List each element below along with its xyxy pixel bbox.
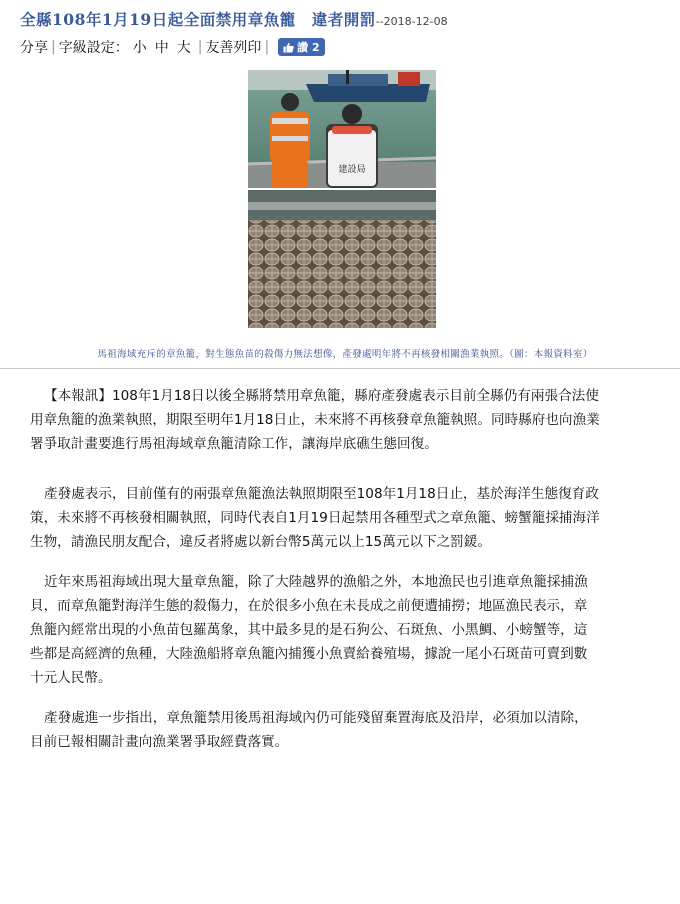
divider: | — [51, 39, 56, 55]
font-size-large-link[interactable]: 大 — [176, 40, 191, 56]
article-paragraph — [30, 570, 660, 690]
paragraph-line: 貝，而章魚籠對海洋生態的殺傷力，在於很多小魚在未長成之前便遭捕撈；地區漁民表示，章 — [30, 598, 588, 614]
paragraph-line: 生物，請漁民朋友配合，違反者將處以新台幣5萬元以上15萬元以下之罰鍰。 — [30, 534, 491, 550]
share-link[interactable]: 分享 — [20, 40, 48, 56]
paragraph-line: 十元人民幣。 — [30, 670, 112, 686]
article-title: 全縣108年1月19日起全面禁用章魚籠 違者開罰 — [20, 10, 376, 29]
friendly-print-link[interactable]: 友善列印 — [205, 40, 262, 56]
facebook-like-button[interactable] — [278, 38, 324, 56]
paragraph-line: 署爭取計畫要進行馬祖海域章魚籠清除工作，讓海岸底礁生態回復。 — [30, 436, 438, 452]
article-paragraph — [30, 384, 660, 456]
paragraph-line: 【本報訊】108年1月18日以後全縣將禁用章魚籠，縣府產發處表示目前全縣仍有兩張合法使 — [44, 388, 599, 404]
thumbs-up-icon — [283, 42, 294, 53]
article-paragraph — [30, 482, 660, 554]
article-header — [20, 8, 670, 30]
font-size-medium-link[interactable]: 中 — [154, 40, 169, 56]
paragraph-line: 產發處表示，目前僅有的兩張章魚籠漁法執照期限至108年1月18日止，基於海洋生態復育政 — [44, 486, 599, 502]
divider: | — [197, 39, 203, 55]
article-date: --2018-12-08 — [375, 15, 448, 28]
article-paragraph — [30, 706, 660, 754]
divider: | — [264, 39, 270, 55]
article-toolbar — [20, 36, 325, 58]
paragraph-line: 魚籠內經常出現的小魚苗包羅萬象，其中最多見的是石狗公、石斑魚、小黑鯛、小螃蟹等，這 — [30, 622, 588, 638]
font-size-small-link[interactable]: 小 — [132, 40, 147, 56]
paragraph-line: 目前已報相關計畫向漁業署爭取經費落實。 — [30, 734, 289, 750]
paragraph-line: 近年來馬祖海域出現大量章魚籠，除了大陸越界的漁船之外，本地漁民也引進章魚籠採捕漁 — [44, 574, 588, 590]
photo-caption: 馬祖海域充斥的章魚籠，對生態魚苗的殺傷力無法想像，產發處明年將不再核發相關漁業執照。（圖：本報資料室） — [97, 349, 593, 360]
article-photo — [248, 70, 436, 328]
vest-text: 建設局 — [338, 165, 366, 175]
paragraph-line: 用章魚籠的漁業執照，期限至明年1月18日止，未來將不再核發章魚籠執照。同時縣府也向漁業 — [30, 412, 600, 428]
divider — [0, 368, 680, 369]
paragraph-line: 產發處進一步指出，章魚籠禁用後馬祖海域內仍可能殘留棄置海底及沿岸，必須加以清除， — [44, 710, 588, 726]
paragraph-line: 策，未來將不再核發相關執照，同時代表自1月19日起禁用各種型式之章魚籠、螃蟹籠採捕海洋 — [30, 510, 600, 526]
font-setting-label: 字級設定： — [58, 40, 129, 56]
like-count: 讚 2 — [297, 41, 320, 54]
paragraph-line: 些都是高經濟的魚種，大陸漁船將章魚籠內捕獲小魚賣給養殖場，據說一尾小石斑苗可賣到數 — [30, 646, 588, 662]
